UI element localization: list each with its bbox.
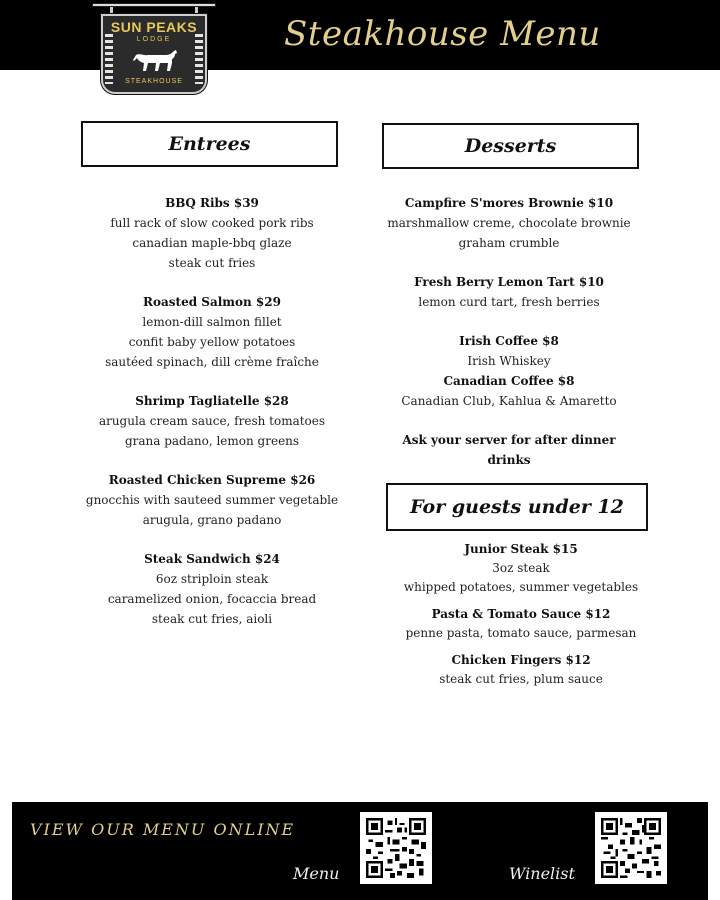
item-name: Roasted Salmon $29 (143, 295, 281, 309)
item-desc: whipped potatoes, summer vegetables (403, 580, 639, 594)
menu-item (392, 651, 650, 689)
item-name: Irish Coffee $8 (459, 334, 559, 348)
item-name: Steak Sandwich $24 (144, 552, 280, 566)
logo-sign (101, 14, 207, 94)
menu-item (392, 540, 650, 597)
menu-item (392, 605, 650, 643)
item-desc: lemon-dill salmon fillet (142, 315, 282, 329)
item-desc: Canadian Club, Kahlua & Amaretto (401, 394, 617, 408)
menu-qr-code[interactable] (360, 812, 432, 884)
winelist-qr-label: Winelist (509, 864, 575, 883)
item-desc: 6oz striploin steak (155, 572, 269, 586)
logo-text-sub: LODGE (136, 36, 172, 43)
entrees-list (82, 193, 342, 648)
logo-text-steakhouse: STEAKHOUSE (125, 78, 183, 85)
view-menu-online-text: VIEW OUR MENU ONLINE (30, 820, 296, 839)
qr-code-icon (366, 818, 426, 878)
ox-icon (130, 47, 180, 75)
item-name: Shrimp Tagliatelle $28 (135, 394, 289, 408)
item-desc: steak cut fries, plum sauce (439, 672, 603, 686)
item-desc: canadian maple-bbq glaze (132, 236, 292, 250)
menu-item (384, 193, 634, 253)
item-name: Fresh Berry Lemon Tart $10 (414, 275, 604, 289)
kids-list (392, 540, 650, 697)
page-title: Steakhouse Menu (284, 14, 601, 54)
desserts-list (384, 193, 634, 470)
item-name: Chicken Fingers $12 (451, 653, 591, 667)
menu-item (82, 470, 342, 530)
item-desc: gnocchis with sauteed summer vegetable (85, 493, 339, 507)
item-name: BBQ Ribs $39 (165, 196, 259, 210)
item-desc: steak cut fries, aioli (151, 612, 273, 626)
item-desc: arugula cream sauce, fresh tomatoes (98, 414, 326, 428)
menu-item (384, 272, 634, 312)
item-desc: 3oz steak (492, 561, 550, 575)
desserts-heading: Desserts (382, 123, 639, 169)
after-dinner-note: Ask your server for after dinner drinks (402, 433, 616, 467)
item-name: Junior Steak $15 (464, 542, 578, 556)
item-desc: Irish Whiskey (467, 354, 551, 368)
menu-qr-label: Menu (293, 864, 340, 883)
menu-item (82, 292, 342, 372)
item-desc: lemon curd tart, fresh berries (418, 295, 600, 309)
item-desc: sautéed spinach, dill crème fraîche (105, 355, 319, 369)
item-desc: marshmallow creme, chocolate brownie (387, 216, 631, 230)
winelist-qr-code[interactable] (595, 812, 667, 884)
logo-text-main: SUN PEAKS (110, 19, 198, 35)
item-desc: graham crumble (458, 236, 560, 250)
item-name: Campfire S'mores Brownie $10 (404, 196, 614, 210)
item-name: Pasta & Tomato Sauce $12 (431, 607, 611, 621)
item-desc: arugula, grano padano (142, 513, 282, 527)
qr-code-icon (601, 818, 661, 878)
menu-item (82, 549, 342, 629)
item-desc: confit baby yellow potatoes (128, 335, 296, 349)
logo (92, 0, 216, 100)
menu-item (384, 331, 634, 371)
menu-item (82, 193, 342, 273)
item-desc: steak cut fries (168, 256, 256, 270)
kids-heading: For guests under 12 (386, 483, 648, 531)
item-name: Roasted Chicken Supreme $26 (108, 473, 316, 487)
menu-item (384, 371, 634, 411)
item-desc: full rack of slow cooked pork ribs (110, 216, 314, 230)
entrees-heading: Entrees (81, 121, 338, 167)
menu-item (82, 391, 342, 451)
footer (12, 802, 708, 900)
item-name: Canadian Coffee $8 (443, 374, 575, 388)
item-desc: grana padano, lemon greens (124, 434, 300, 448)
item-desc: penne pasta, tomato sauce, parmesan (405, 626, 637, 640)
item-desc: caramelized onion, focaccia bread (107, 592, 317, 606)
